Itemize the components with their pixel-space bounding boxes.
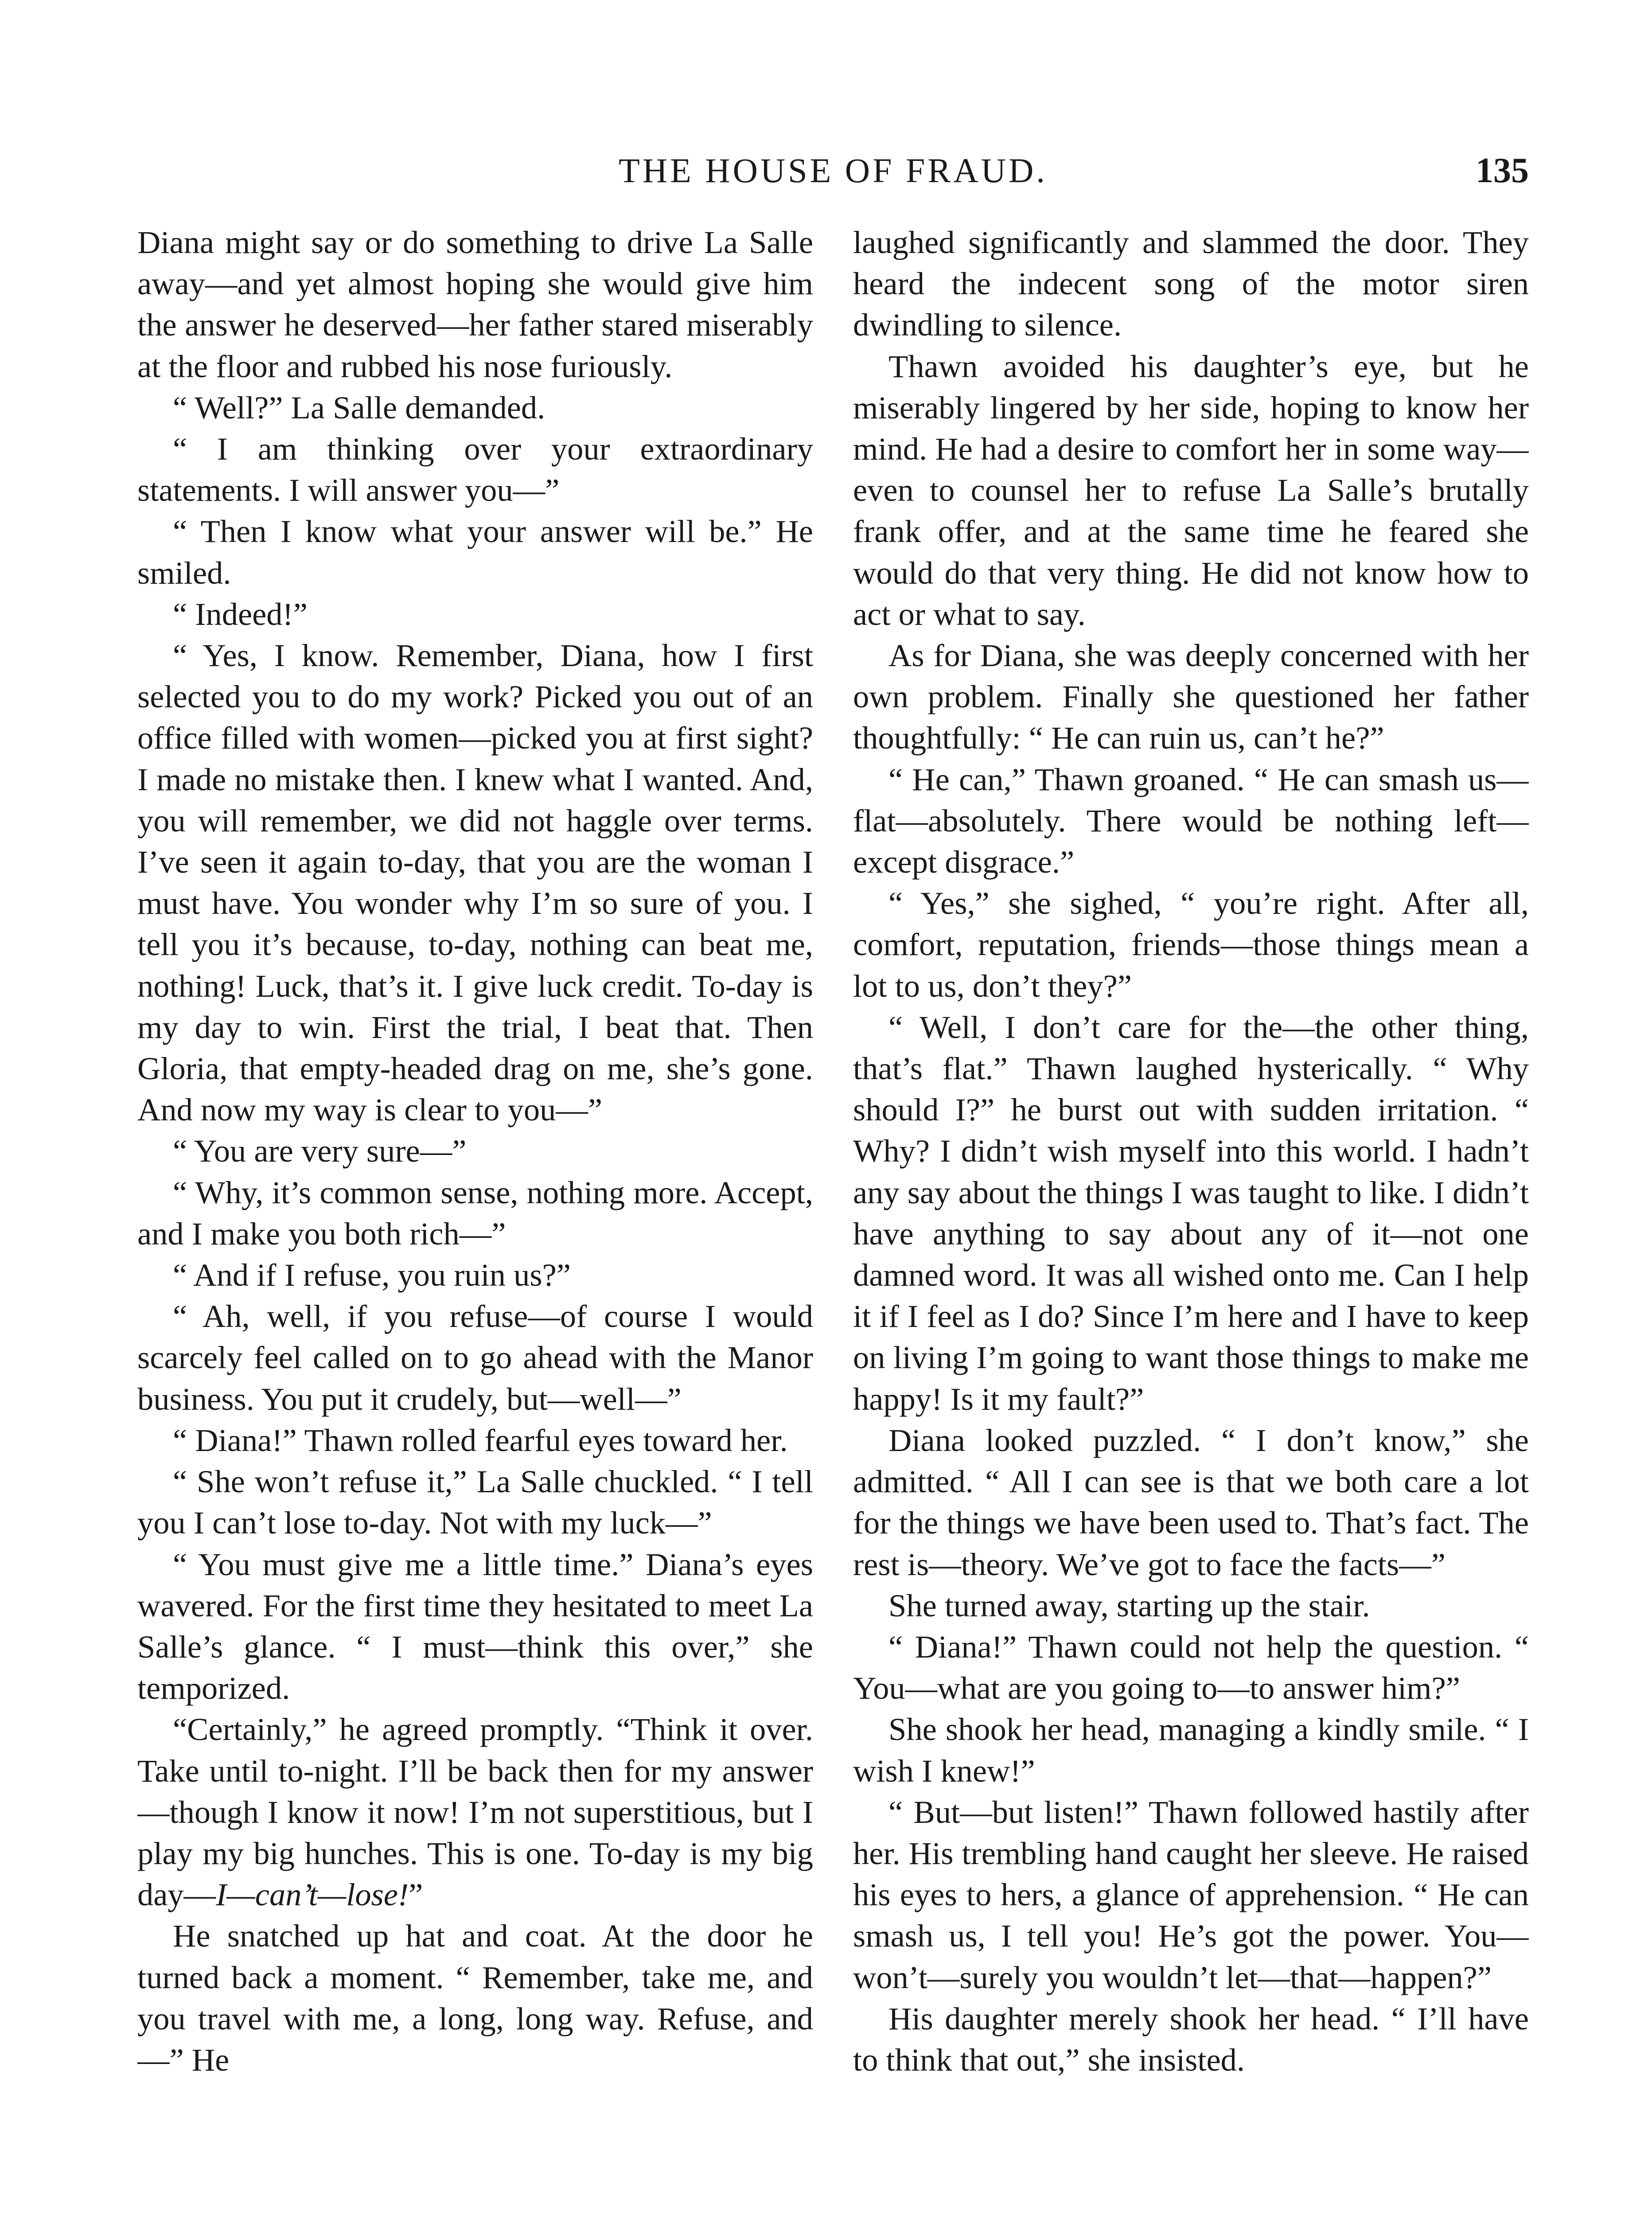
paragraph: [137, 1172, 813, 1254]
text-run: ”: [409, 1877, 423, 1913]
paragraph: [137, 428, 813, 511]
text-run: “ You are very sure—”: [173, 1133, 467, 1169]
text-run: “ Then I know what your answer will be.” He smiled.: [137, 513, 813, 591]
text-run: As for Diana, she was deeply concerned with her own problem. Finally she questioned her father thoughtfully: “ He can ruin us, can’t he?”: [853, 637, 1529, 756]
text-run: She turned away, starting up the stair.: [888, 1587, 1370, 1623]
text-run: Thawn avoided his daughter’s eye, but he miserably lingered by her side, hoping to know her mind. He had a desire to comfort her in some way—even to counsel her to refuse La Salle’s brutally frank offer, and at the same time he feared she would do that very thing. He did not know how to act or what to say.: [853, 348, 1529, 632]
paragraph: [137, 1295, 813, 1420]
text-run: “ You must give me a little time.” Diana’s eyes wavered. For the first time they hesitated to meet La Salle’s glance. “ I must—think this over,” she temporized.: [137, 1546, 813, 1706]
page-number: 135: [1476, 151, 1529, 190]
text-run: “ Why, it’s common sense, nothing more. Accept, and I make you both rich—”: [137, 1174, 813, 1252]
text-run: “Certainly,” he agreed promptly. “Think it over. Take until to-night. I’ll be back then for my answer—though I know it now! I’m not superstitious, but I play my big hunches. This is one. To-day is my big day—: [137, 1711, 813, 1913]
text-run: “ And if I refuse, you ruin us?”: [173, 1257, 571, 1293]
paragraph: [137, 1915, 813, 2080]
paragraph: [853, 346, 1529, 635]
text-run: “ Well?” La Salle demanded.: [173, 389, 545, 425]
paragraph: [137, 511, 813, 593]
paragraph: [137, 1130, 813, 1171]
text-run: “ He can,” Thawn groaned. “ He can smash us—flat—absolutely. There would be nothing left—except disgrace.”: [853, 761, 1529, 880]
text-run: She shook her head, managing a kindly smile. “ I wish I knew!”: [853, 1711, 1529, 1789]
text-run: “ Indeed!”: [173, 596, 308, 632]
text-run: “ Yes, I know. Remember, Diana, how I first selected you to do my work? Picked you out of an office filled with women—picked you at first sight? I made no mistake then. I knew what I wanted. And, you will remember, we did not haggle over terms. I’ve seen it again to-day, that you are the woman I must have. You wonder why I’m so sure of you. I tell you it’s because, to-day, nothing can beat me, nothing! Luck, that’s it. I give luck credit. To-day is my day to win. First the trial, I beat that. Then Gloria, that empty-headed drag on me, she’s gone. And now my way is clear to you—”: [137, 637, 813, 1128]
text-run: “ Yes,” she sighed, “ you’re right. After all, comfort, reputation, friends—those things mean a lot to us, don’t they?”: [853, 885, 1529, 1004]
right-text-column: [853, 222, 1529, 2216]
paragraph: [137, 1254, 813, 1295]
text-run: “ Diana!” Thawn could not help the question. “ You—what are you going to—to answer him?”: [853, 1628, 1529, 1706]
paragraph: [853, 1007, 1529, 1420]
text-run: His daughter merely shook her head. “ I’ll have to think that out,” she insisted.: [853, 2000, 1529, 2078]
paragraph: [853, 1420, 1529, 1585]
paragraph: [853, 759, 1529, 883]
paragraph: [137, 387, 813, 428]
paragraph: [853, 222, 1529, 346]
paragraph: [853, 635, 1529, 759]
text-run: He snatched up hat and coat. At the door he turned back a moment. “ Remember, take me, and you travel with me, a long, long way. Refuse, and—” He: [137, 1918, 813, 2078]
text-run: laughed significantly and slammed the door. They heard the indecent song of the motor siren dwindling to silence.: [853, 224, 1529, 343]
paragraph: [853, 1709, 1529, 1791]
paragraph: [137, 593, 813, 635]
text-run: “ But—but listen!” Thawn followed hastily after her. His trembling hand caught her sleeve. He raised his eyes to hers, a glance of apprehension. “ He can smash us, I tell you! He’s got the power. You—won’t—surely you wouldn’t let—that—happen?”: [853, 1794, 1529, 1995]
paragraph: [853, 1998, 1529, 2080]
paragraph: [853, 1585, 1529, 1626]
running-title: THE HOUSE OF FRAUD.: [619, 151, 1048, 190]
page-header: [137, 146, 1529, 199]
paragraph: [137, 222, 813, 387]
italic-text: I—can’t—lose!: [216, 1877, 409, 1913]
text-run: “ Well, I don’t care for the—the other thing, that’s flat.” Thawn laughed hysterically. “ Why should I?” he burst out with sudden irritation. “ Why? I didn’t wish myself into this world. I hadn’t any say about the things I was taught to like. I didn’t have anything to say about any of it—not one damned word. It was all wished onto me. Can I help it if I feel as I do? Since I’m here and I have to keep on living I’m going to want those things to make me happy! Is it my fault?”: [853, 1009, 1529, 1417]
paragraph: [853, 1626, 1529, 1709]
text-run: “ She won’t refuse it,” La Salle chuckled. “ I tell you I can’t lose to-day. Not with my luck—”: [137, 1463, 813, 1541]
paragraph: [137, 1461, 813, 1543]
paragraph: [853, 882, 1529, 1007]
left-text-column: [137, 222, 813, 2216]
paragraph: [137, 1420, 813, 1461]
text-run: “ Ah, well, if you refuse—of course I would scarcely feel called on to go ahead with the Manor business. You put it crudely, but—well—”: [137, 1298, 813, 1417]
paragraph: [137, 635, 813, 1130]
paragraph: [853, 1791, 1529, 1998]
paragraph: [137, 1709, 813, 1915]
text-run: Diana looked puzzled. “ I don’t know,” she admitted. “ All I can see is that we both care a lot for the things we have been used to. That’s fact. The rest is—theory. We’ve got to face the facts—”: [853, 1422, 1529, 1582]
text-run: Diana might say or do something to drive La Salle away—and yet almost hoping she would give him the answer he deserved—her father stared miserably at the floor and rubbed his nose furiously.: [137, 224, 813, 384]
text-run: “ I am thinking over your extraordinary statements. I will answer you—”: [137, 431, 813, 508]
text-run: “ Diana!” Thawn rolled fearful eyes toward her.: [173, 1422, 788, 1458]
paragraph: [137, 1544, 813, 1709]
